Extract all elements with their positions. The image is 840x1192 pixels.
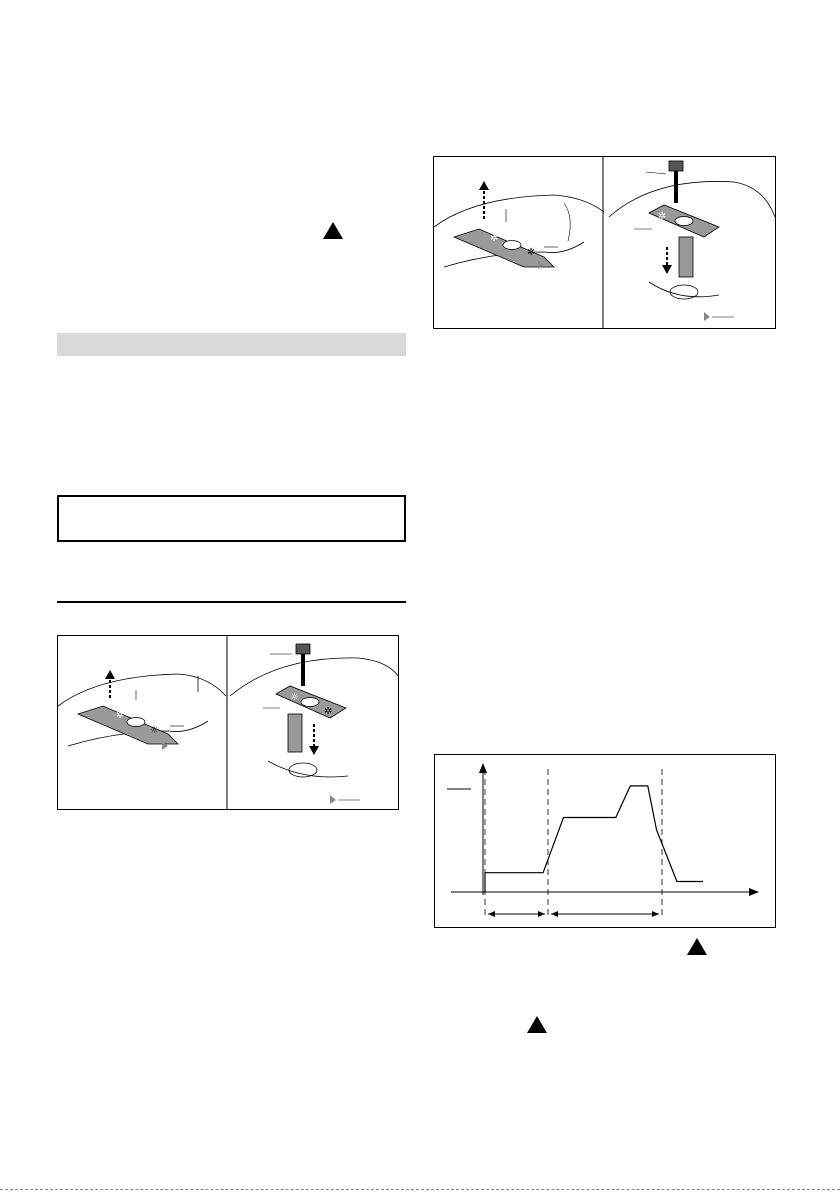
svg-text:✲: ✲ (527, 247, 536, 258)
series-line (485, 786, 703, 892)
y-axis-arrow (479, 763, 487, 773)
note-box (57, 495, 406, 542)
warning-triangle-icon (687, 938, 707, 955)
warning-triangle-icon (527, 1016, 547, 1033)
figure-pin-adjustment-bottom (57, 635, 399, 810)
pin-detent-illustration (58, 636, 398, 809)
figure-pin-adjustment-top (433, 156, 776, 329)
svg-text:☼: ☼ (290, 692, 299, 703)
svg-text:✲: ✲ (116, 710, 125, 721)
svg-text:✲: ✲ (324, 706, 333, 717)
warning-triangle-icon (323, 222, 343, 239)
svg-text:✲: ✲ (658, 211, 667, 222)
svg-text:☼: ☼ (150, 725, 159, 736)
page-bottom-edge (0, 1189, 840, 1190)
pin-detent-illustration (434, 157, 775, 328)
temperature-profile-graph (434, 754, 776, 928)
graph-canvas (435, 755, 775, 927)
svg-text:✲: ✲ (490, 233, 499, 244)
section-divider (57, 601, 406, 603)
x-axis-arrow (749, 888, 759, 896)
section-heading-bar (57, 333, 406, 356)
